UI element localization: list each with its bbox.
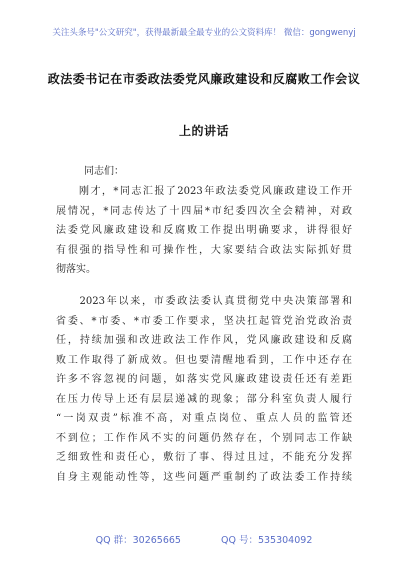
paragraph-line: 有很强的指导性和可操作性，大家要结合政法实际抓好贯 xyxy=(56,244,352,256)
paragraph-line: 省委、*市委、*市委工作要求，坚决扛起管党治党政治责 xyxy=(56,315,352,327)
paragraph-1 xyxy=(56,182,352,280)
paragraph-line: 自身主观能动性等，这些问题严重制约了政法委工作持续 xyxy=(56,471,352,483)
qq-group-text: QQ 群：30265665 xyxy=(95,535,181,546)
paragraph-line: 彻落实。 xyxy=(56,264,96,275)
contact-footer xyxy=(0,532,408,546)
promo-banner: 关注头条号"公文研究"，获得最新最全最专业的公文资料库！ 微信：gongwenyj xyxy=(52,28,356,38)
greeting: 同志们： xyxy=(84,166,124,177)
document-title-line-1: 政法委书记在市委政法委党风廉政建设和反腐败工作会议 xyxy=(47,72,361,86)
paragraph-line: 法委党风廉政建设和反腐败工作提出明确要求，讲得很好 xyxy=(56,225,352,236)
paragraph-line: 展情况，*同志传达了十四届*市纪委四次全会精神，对政 xyxy=(56,205,352,217)
paragraph-2 xyxy=(56,292,352,487)
paragraph-line: “一岗双责”标准不高，对重点岗位、重点人员的监管还 xyxy=(56,413,352,424)
paragraph-line: 不到位；工作作风不实的问题仍然存在，个别同志工作缺 xyxy=(56,432,352,444)
document-title-line-2: 上的讲话 xyxy=(178,124,229,138)
paragraph-line: 败工作取得了新成效。但也要清醒地看到，工作中还存在 xyxy=(56,354,352,366)
qq-number-text: QQ 号：535304092 xyxy=(220,535,313,546)
paragraph-line: 刚才，*同志汇报了2023年政法委党风廉政建设工作开 xyxy=(56,186,352,197)
paragraph-line: 2023年以来，市委政法委认真贯彻党中央决策部署和 xyxy=(56,296,352,307)
paragraph-line: 乏细致性和责任心，敷衍了事、得过且过，不能充分发挥 xyxy=(56,452,352,463)
paragraph-line: 任，持续加强和改进政法工作作风，党风廉政建设和反腐 xyxy=(56,335,352,346)
paragraph-line: 许多不容忽视的问题，如落实党风廉政建设责任还有差距 xyxy=(56,374,352,385)
paragraph-line: 在压力传导上还有层层递减的现象；部分科室负责人履行 xyxy=(56,393,352,405)
